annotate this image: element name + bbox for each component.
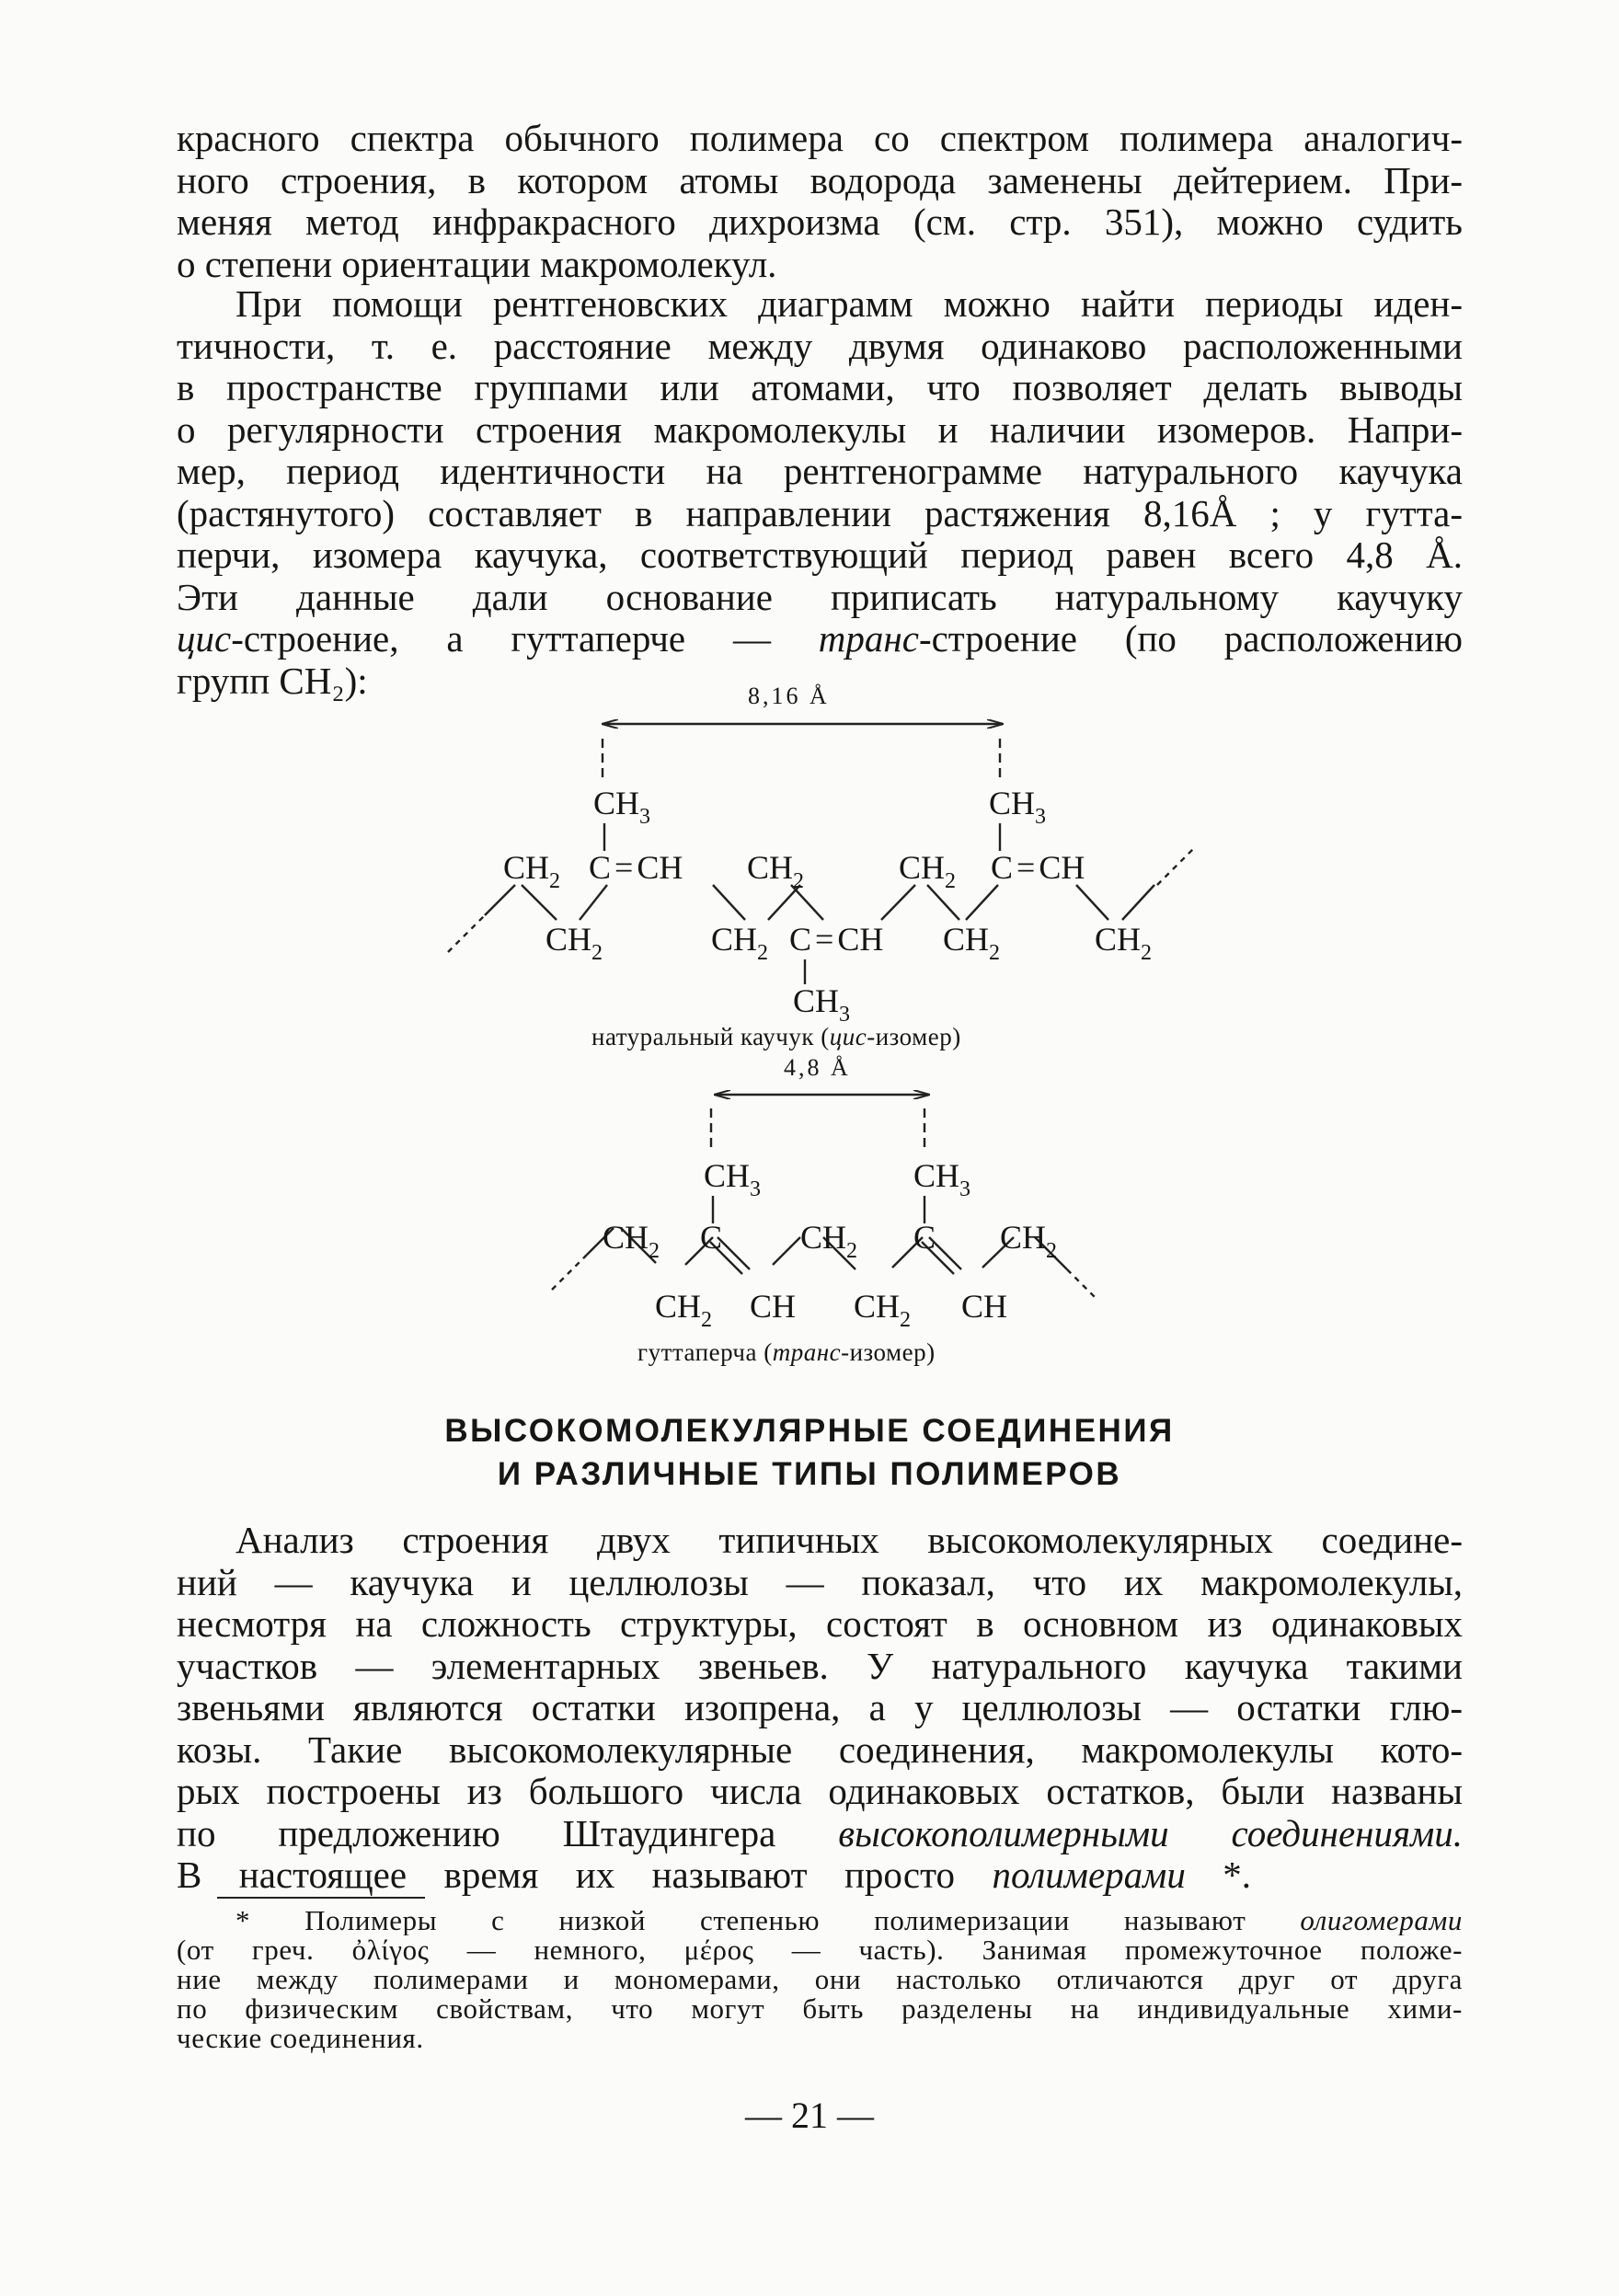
text-line: козы. Такие высокомолекулярные соединения, макромолекулы кото- xyxy=(177,1728,1463,1771)
text-line: перчи, изомера каучука, соответствующий период равен всего 4,8 Å. xyxy=(177,534,1463,576)
text-line: тичности, т. е. расстояние между двумя одинаково расположенными xyxy=(177,325,1463,367)
ch2-label: $CH_2$ xyxy=(943,921,1001,965)
c-label: C = CH xyxy=(991,849,1085,886)
ch2-label: $CH_2$ xyxy=(800,1219,858,1263)
ch2-label: $CH_2$ xyxy=(747,849,805,893)
cis-isomer-labels xyxy=(503,785,1152,1027)
page-number: — 21 — xyxy=(745,2095,874,2136)
ch-label: CH xyxy=(961,1288,1008,1325)
cis-word: цис xyxy=(177,618,232,660)
footnote-line: (от греч. ὀλίγος — немного, μέρος — часть). Занимая промежуточное положе- xyxy=(177,1935,1463,1965)
ch2-label: $CH_2$ xyxy=(711,921,769,965)
heading-line: И РАЗЛИЧНЫЕ ТИПЫ ПОЛИМЕРОВ xyxy=(497,1456,1122,1492)
text-line: При помощи рентгеновских диаграмм можно найти периоды иден- xyxy=(235,283,1463,325)
text-line: красного спектра обычного полимера со спектром полимера аналогич- xyxy=(177,118,1463,159)
text-line-cis-trans: цис-строение, а гуттаперче — транс-строение (по расположению xyxy=(177,618,1463,660)
ch3-label: $CH_3$ xyxy=(989,785,1047,829)
text-line: Анализ строения двух типичных высокомолекулярных соедине- xyxy=(235,1520,1463,1561)
c-label: C = CH xyxy=(589,849,683,886)
cis-caption: натуральный каучук (цис-изомер) xyxy=(591,1023,961,1050)
trans-word: транс xyxy=(818,618,919,660)
cis-period-label: 8,16 Å xyxy=(748,683,830,709)
trans-period-label: 4,8 Å xyxy=(784,1054,851,1081)
footnote-line: ческие соединения. xyxy=(177,2024,424,2053)
paragraph-high-polymers xyxy=(177,1520,1463,1897)
heading-line: ВЫСОКОМОЛЕКУЛЯРНЫЕ СОЕДИНЕНИЯ xyxy=(444,1413,1175,1449)
text-line: групп CH₂): xyxy=(177,660,368,702)
trans-caption: гуттаперча (транс-изомер) xyxy=(637,1338,936,1366)
ch2-label: $CH_2$ xyxy=(899,849,957,893)
ch-label: CH xyxy=(750,1288,797,1325)
text-line: о степени ориентации макромолекул. xyxy=(177,243,777,285)
text-line: В настоящее время их называют просто полимерами *. xyxy=(177,1854,1252,1896)
text-line: участков — элементарных звеньев. У натурального каучука такими xyxy=(177,1645,1463,1687)
text-line: о регулярности строения макромолекулы и наличии изомеров. Напри- xyxy=(177,408,1463,451)
c-label: C xyxy=(913,1219,936,1256)
text-line: в пространстве группами или атомами, что позволяет делать выводы xyxy=(177,367,1463,408)
text-line: ний — каучука и целлюлозы — показал, что их макромолекулы, xyxy=(177,1561,1463,1603)
text-line: ного строения, в котором атомы водорода заменены дейтерием. При- xyxy=(177,159,1463,201)
ch2-label: $CH_2$ xyxy=(655,1288,713,1332)
text-line: по предложению Штаудингера высокополимерными соединениями. xyxy=(177,1812,1463,1854)
section-heading xyxy=(0,1409,1619,1496)
footnote-line: ние между полимерами и мономерами, они настолько отличаются друг от друга xyxy=(177,1965,1463,1994)
ch2-label: $CH_2$ xyxy=(1000,1219,1058,1263)
ch2-label: $CH_2$ xyxy=(854,1288,912,1332)
trans-isomer-structure xyxy=(552,1095,1095,1297)
ch3-label: $CH_3$ xyxy=(593,785,651,829)
text-line: (растянутого) составляет в направлении растяжения 8,16Å ; у гутта- xyxy=(177,492,1463,534)
text-line: несмотря на сложность структуры, состоят в основном из одинаковых xyxy=(177,1603,1463,1645)
ch3-label: $CH_3$ xyxy=(704,1157,762,1201)
footnote-rule xyxy=(217,1897,425,1899)
c-label: C xyxy=(700,1219,723,1256)
trans-isomer-labels xyxy=(603,1157,1057,1332)
footnote xyxy=(177,1906,1463,2053)
text-line: Эти данные дали основание приписать натуральному каучуку xyxy=(177,576,1463,618)
footnote-line: * Полимеры с низкой степенью полимеризации называют олигомерами xyxy=(235,1906,1463,1935)
text-line: мер, период идентичности на рентгенограмме натурального каучука xyxy=(177,451,1463,492)
text-line: звеньями являются остатки изопрена, а у целлюлозы — остатки глю- xyxy=(177,1687,1463,1728)
ch2-label: $CH_2$ xyxy=(1095,921,1153,965)
ch2-label: $CH_2$ xyxy=(545,921,603,965)
ch2-label: $CH_2$ xyxy=(603,1219,660,1263)
c-label: C = CH xyxy=(789,921,884,958)
italic-term: высокополимерными соединениями. xyxy=(838,1812,1463,1854)
text-line: меняя метод инфракрасного дихроизма (см. стр. 351), можно судить xyxy=(177,201,1463,243)
ch2-label: $CH_2$ xyxy=(503,849,561,893)
footnote-line: по физическим свойствам, что могут быть разделены на индивидуальные хими- xyxy=(177,1994,1463,2024)
text-line: рых построены из большого числа одинаковых остатков, были названы xyxy=(177,1771,1463,1812)
ch3-label: $CH_3$ xyxy=(913,1157,971,1201)
italic-term: полимерами xyxy=(992,1854,1186,1896)
ch3-label: $CH_3$ xyxy=(793,982,851,1027)
